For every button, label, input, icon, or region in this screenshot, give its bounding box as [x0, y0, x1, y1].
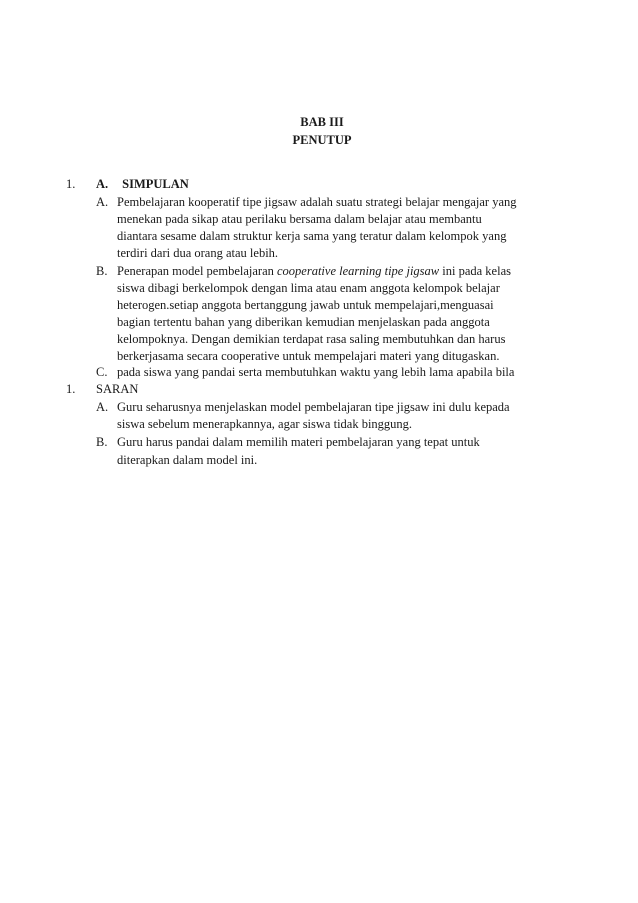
paragraph-line: Guru seharusnya menjelaskan model pembelajaran tipe jigsaw ini dulu kepada [117, 400, 510, 414]
section-heading-text: SIMPULAN [122, 177, 189, 191]
text-run: ini pada kelas [439, 264, 511, 278]
paragraph-line: menekan pada sikap atau perilaku bersama dalam belajar atau membantu [117, 212, 482, 226]
chapter-label: BAB III [300, 115, 344, 129]
paragraph-line: Guru harus pandai dalam memilih materi pembelajaran yang tepat untuk [117, 435, 480, 449]
section-number: 1. [66, 177, 76, 191]
text-run: Penerapan model pembelajaran [117, 264, 277, 278]
list-marker: A. [96, 195, 109, 209]
section-heading: SARAN [96, 382, 139, 396]
paragraph-line: bagian tertentu bahan yang diberikan kemudian menjelaskan pada anggota [117, 315, 490, 329]
paragraph-line: diterapkan dalam model ini. [117, 453, 258, 467]
paragraph-line: Pembelajaran kooperatif tipe jigsaw adalah suatu strategi belajar mengajar yang [117, 195, 517, 209]
paragraph-line: terdiri dari dua orang atau lebih. [117, 246, 279, 260]
paragraph-line: diantara sesame dalam struktur kerja sama yang teratur dalam kelompok yang [117, 229, 507, 243]
section-heading [96, 176, 189, 193]
paragraph-line [117, 263, 511, 280]
paragraph-line: kelompoknya. Dengan demikian terdapat rasa saling membutuhkan dan harus [117, 332, 506, 346]
paragraph-line: heterogen.setiap anggota bertanggung jawab untuk mempelajari,menguasai [117, 298, 494, 312]
paragraph-line: siswa dibagi berkelompok dengan lima atau enam anggota kelompok belajar [117, 281, 500, 295]
list-marker: B. [96, 435, 108, 449]
list-marker: B. [96, 264, 108, 278]
paragraph-line: berkerjasama secara cooperative untuk mempelajari materi yang ditugaskan. [117, 349, 500, 363]
paragraph-line: siswa sebelum menerapkannya, agar siswa tidak binggung. [117, 417, 413, 431]
list-marker: C. [96, 365, 108, 379]
chapter-title: PENUTUP [292, 133, 352, 147]
section-number: 1. [66, 382, 76, 396]
section-heading-marker: A. [96, 177, 109, 191]
paragraph-line: pada siswa yang pandai serta membutuhkan waktu yang lebih lama apabila bila [117, 365, 515, 379]
italic-term: cooperative learning tipe jigsaw [277, 264, 440, 278]
list-marker: A. [96, 400, 109, 414]
